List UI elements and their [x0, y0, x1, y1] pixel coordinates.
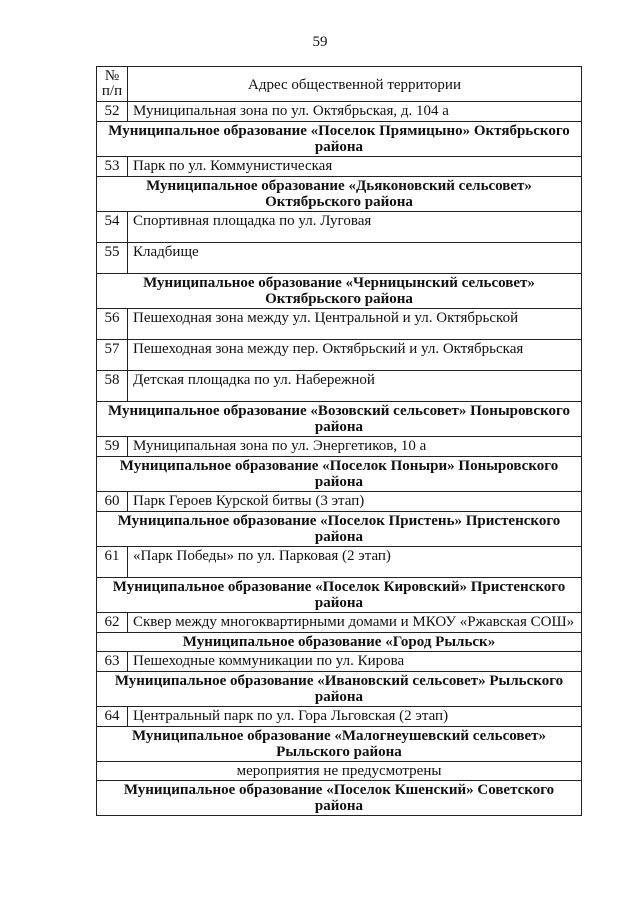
row-address: Парк Героев Курской битвы (3 этап) [128, 492, 582, 512]
row-number: 59 [97, 437, 128, 457]
table-row [97, 707, 582, 727]
section-row [97, 402, 582, 437]
row-address: Центральный парк по ул. Гора Льговская (2 этап) [128, 707, 582, 727]
note-row [97, 762, 582, 781]
header-address: Адрес общественной территории [128, 67, 582, 102]
section-row [97, 672, 582, 707]
section-title: Муниципальное образование «Дьяконовский сельсовет» Октябрьского района [97, 177, 582, 212]
section-row [97, 578, 582, 613]
table-row [97, 547, 582, 578]
row-number: 63 [97, 652, 128, 672]
row-number: 61 [97, 547, 128, 578]
section-title: Муниципальное образование «Поселок Кировский» Пристенского района [97, 578, 582, 613]
row-address: Спортивная площадка по ул. Луговая [128, 212, 582, 243]
row-address: Пешеходная зона между пер. Октябрьский и ул. Октябрьская [128, 340, 582, 371]
territory-table [96, 66, 582, 816]
row-number: 54 [97, 212, 128, 243]
row-address: Сквер между многоквартирными домами и МКОУ «Ржавская СОШ» [128, 613, 582, 633]
row-number: 62 [97, 613, 128, 633]
section-title: Муниципальное образование «Поселок Поныри» Поныровского района [97, 457, 582, 492]
table-row [97, 437, 582, 457]
table-row [97, 157, 582, 177]
section-title: Муниципальное образование «Поселок Прямицыно» Октябрьского района [97, 122, 582, 157]
section-row [97, 177, 582, 212]
row-number: 52 [97, 102, 128, 122]
section-row [97, 512, 582, 547]
table-row [97, 309, 582, 340]
table-row [97, 613, 582, 633]
row-address: Пешеходные коммуникации по ул. Кирова [128, 652, 582, 672]
table-row [97, 243, 582, 274]
section-row [97, 122, 582, 157]
section-row [97, 274, 582, 309]
section-row [97, 457, 582, 492]
section-title: Муниципальное образование «Поселок Кшенский» Советского района [97, 781, 582, 816]
section-row [97, 781, 582, 816]
section-title: Муниципальное образование «Поселок Пристень» Пристенского района [97, 512, 582, 547]
section-title: Муниципальное образование «Малогнеушевский сельсовет» Рыльского района [97, 727, 582, 762]
table-row [97, 340, 582, 371]
row-number: 58 [97, 371, 128, 402]
row-number: 64 [97, 707, 128, 727]
row-address: Детская площадка по ул. Набережной [128, 371, 582, 402]
row-number: 57 [97, 340, 128, 371]
section-title: Муниципальное образование «Город Рыльск» [97, 633, 582, 652]
section-title: Муниципальное образование «Возовский сельсовет» Поныровского района [97, 402, 582, 437]
row-number: 56 [97, 309, 128, 340]
page-number: 59 [312, 34, 328, 50]
table-row [97, 652, 582, 672]
table-row [97, 212, 582, 243]
note-text: мероприятия не предусмотрены [97, 762, 582, 781]
table-row [97, 102, 582, 122]
section-row [97, 727, 582, 762]
row-number: 60 [97, 492, 128, 512]
row-address: Муниципальная зона по ул. Октябрьская, д. 104 а [128, 102, 582, 122]
table-header-row [97, 67, 582, 102]
row-address: Пешеходная зона между ул. Центральной и ул. Октябрьской [128, 309, 582, 340]
row-number: 53 [97, 157, 128, 177]
row-address: Муниципальная зона по ул. Энергетиков, 10 а [128, 437, 582, 457]
row-address: Парк по ул. Коммунистическая [128, 157, 582, 177]
table-row [97, 492, 582, 512]
row-address: Кладбище [128, 243, 582, 274]
section-title: Муниципальное образование «Ивановский сельсовет» Рыльского района [97, 672, 582, 707]
section-row [97, 633, 582, 652]
header-num: № п/п [97, 67, 128, 102]
row-number: 55 [97, 243, 128, 274]
row-address: «Парк Победы» по ул. Парковая (2 этап) [128, 547, 582, 578]
section-title: Муниципальное образование «Черницынский сельсовет» Октябрьского района [97, 274, 582, 309]
table-row [97, 371, 582, 402]
